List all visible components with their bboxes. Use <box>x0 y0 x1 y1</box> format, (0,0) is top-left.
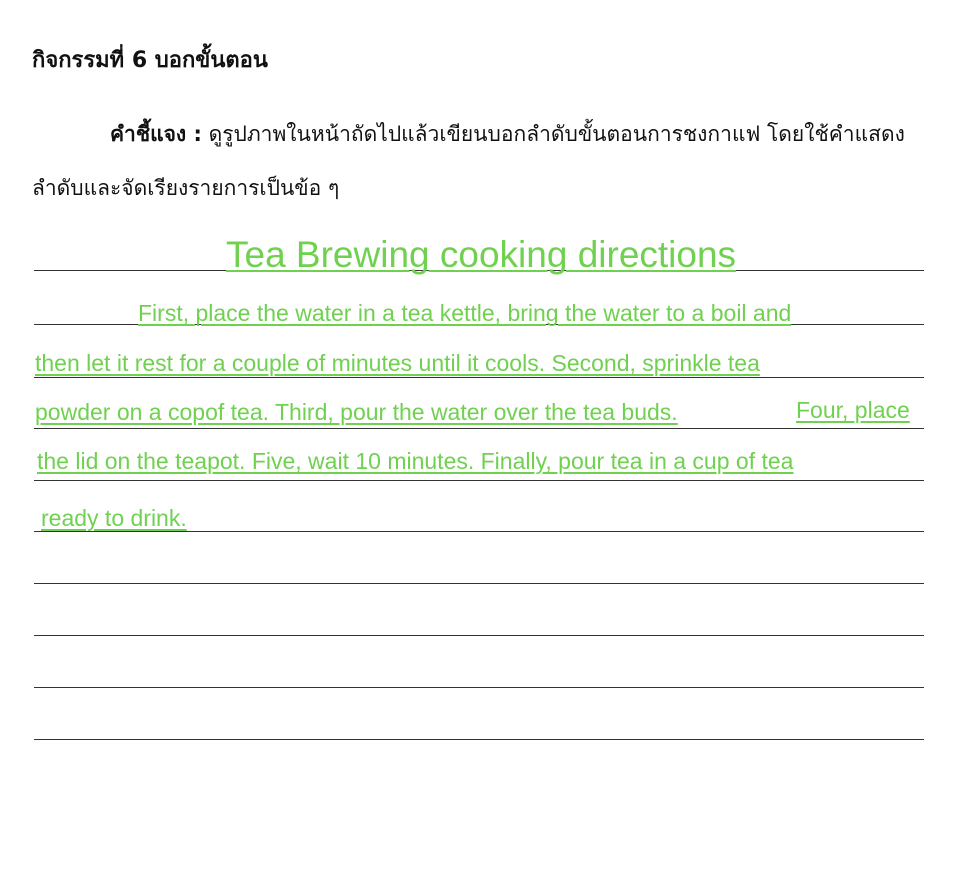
answer-line-5: ready to drink. <box>41 505 187 531</box>
instruction-line-2: ลำดับและจัดเรียงรายการเป็นข้อ ๆ <box>32 176 340 200</box>
answer-line-4: the lid on the teapot. Five, wait 10 minutes. Finally, pour tea in a cup of tea <box>37 448 794 474</box>
ruled-line <box>34 635 924 636</box>
instruction-line-1 <box>110 118 905 151</box>
ruled-line <box>34 583 924 584</box>
answer-line-1: First, place the water in a tea kettle, bring the water to a boil and <box>138 300 792 326</box>
answer-line-3b: Four, place <box>796 397 910 423</box>
instruction-label: คำชี้แจง : <box>110 122 202 146</box>
answer-line-2: then let it rest for a couple of minutes until it cools. Second, sprinkle tea <box>35 350 760 376</box>
instruction-text-1: ดูรูปภาพในหน้าถัดไปแล้วเขียนบอกลำดับขั้นตอนการชงกาแฟ โดยใช้คำแสดง <box>201 122 905 146</box>
answer-line-3: powder on a copof tea. Third, pour the water over the tea buds. <box>35 399 678 425</box>
answer-title: Tea Brewing cooking directions <box>226 234 737 275</box>
activity-title: กิจกรรมที่ 6 บอกขั้นตอน <box>32 48 268 73</box>
ruled-line <box>34 377 924 378</box>
ruled-line <box>34 480 924 481</box>
ruled-line <box>34 739 924 740</box>
ruled-line <box>34 428 924 429</box>
ruled-line <box>34 687 924 688</box>
